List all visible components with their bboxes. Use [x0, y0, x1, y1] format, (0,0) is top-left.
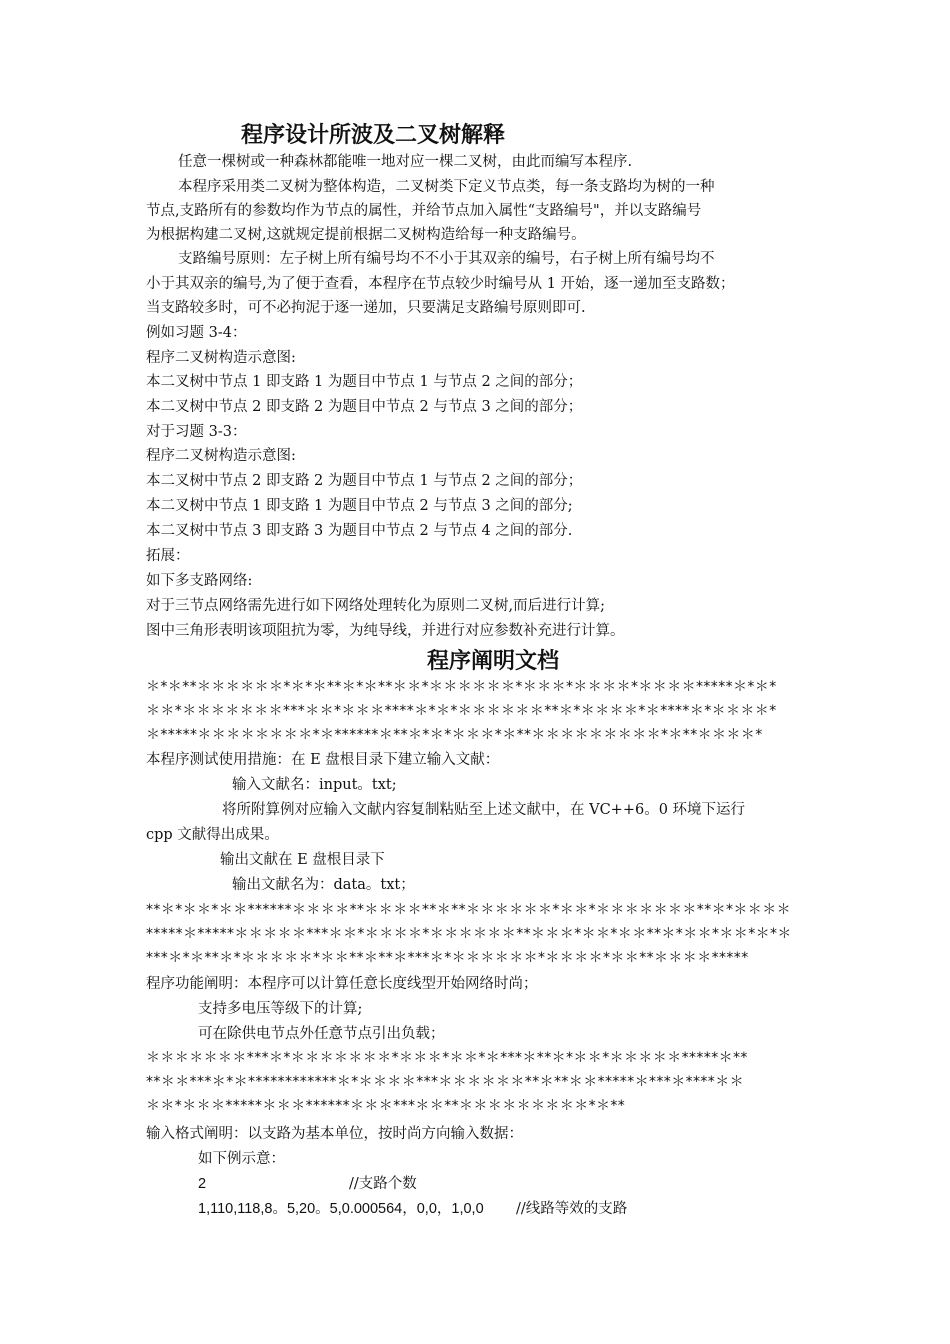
- output-filename-line: 输出文献名为：data。txt；: [232, 877, 415, 893]
- section-title: 程序阐明文档: [427, 648, 560, 674]
- separator-stars: ＊＊*＊＊＊＊＊＊＊***＊＊*＊＊＊****＊*＊*＊＊＊＊＊＊**＊*＊＊＊＊*＊****＊*＊＊＊＊*: [146, 703, 777, 719]
- separator-stars: **＊*＊＊*＊＊******＊＊＊＊**＊＊＊＊**＊**＊＊＊＊＊＊*＊＊*＊＊＊＊＊＊＊**＊*＊＊＊＊: [146, 902, 791, 918]
- paragraph-line: 支路编号原则：左子树上所有编号均不不小于其双亲的编号，右子树上所有编号均不: [178, 251, 715, 267]
- paragraph-line: 本二叉树中节点 1 即支路 1 为题目中节点 1 与节点 2 之间的部分；: [146, 374, 583, 390]
- separator-stars: *****＊*****＊＊＊＊＊***＊＊*＊＊＊＊*＊＊＊＊＊＊**＊＊＊*＊＊*＊＊**＊*＊＊*＊＊*＊*＊: [146, 926, 792, 942]
- input-format-line: 输入格式阐明：以支路为基本单位，按时尚方向输入数据：: [146, 1126, 523, 1142]
- paragraph-line: 节点,支路所有的参数均作为节点的属性，并给节点加入属性“支路编号"，并以支路编号: [146, 203, 702, 219]
- example-label: 如下例示意：: [198, 1151, 285, 1167]
- paragraph-line: 本二叉树中节点 1 即支路 1 为题目中节点 2 与节点 3 之间的部分;: [146, 498, 573, 514]
- paragraph-line: 任意一棵树或一种森林都能唯一地对应一棵二叉树，由此而编写本程序.: [178, 154, 633, 170]
- example-value: 1,110,118,8。5,20。5,0.000564，0,0，1,0,0: [198, 1201, 484, 1217]
- paragraph-line: 当支路较多时，可不必拘泥于逐一递加，只要满足支路编号原则即可.: [146, 300, 586, 316]
- paragraph-line: 程序二叉树构造示意图:: [146, 350, 296, 366]
- paragraph-line: 为根据构建二叉树,这就规定提前根据二叉树构造给每一种支路编号。: [146, 227, 586, 243]
- paragraph-line: 本二叉树中节点 2 即支路 2 为题目中节点 1 与节点 2 之间的部分；: [146, 473, 583, 489]
- section-title: 程序设计所波及二叉树解释: [241, 122, 506, 148]
- separator-stars: ＊＊*＊＊＊*****＊＊＊******＊＊＊***＊＊**＊＊＊＊＊＊＊＊＊*＊**: [146, 1098, 626, 1114]
- separator-stars: **＊＊***＊*＊************＊*＊＊＊＊***＊＊＊＊＊＊**＊**＊＊*****＊***＊****＊＊: [146, 1074, 744, 1090]
- paragraph-line: 对于三节点网络需先进行如下网络处理转化为原则二叉树,而后进行计算;: [146, 598, 605, 614]
- paragraph-line: 如下多支路网络:: [146, 573, 253, 589]
- separator-stars: ＊＊＊＊＊＊＊***＊*＊＊＊＊＊＊＊*＊＊＊*＊＊*＊***＊**＊*＊＊*＊＊＊＊＊*****＊**: [146, 1050, 748, 1066]
- example-comment: //支路个数: [349, 1176, 417, 1192]
- example-value: 2: [198, 1176, 207, 1192]
- paragraph-line: 对于习题 3-3：: [146, 424, 247, 440]
- input-filename-line: 输入文献名：input。txt;: [232, 777, 397, 793]
- separator-stars: ＊*＊**＊＊＊＊＊＊*＊*＊**＊*＊**＊＊*＊＊＊＊＊＊*＊＊＊*＊＊＊＊*＊＊＊＊*****＊*＊*: [146, 679, 777, 695]
- function-desc-line: 可在除供电节点外任意节点引出负载；: [198, 1026, 445, 1042]
- paragraph-line: 例如习题 3-4：: [146, 325, 247, 341]
- paragraph-line: 本二叉树中节点 2 即支路 2 为题目中节点 2 与节点 3 之间的部分；: [146, 399, 583, 415]
- function-desc-line: 支持多电压等级下的计算;: [198, 1001, 363, 1017]
- paragraph-line: 拓展：: [146, 548, 190, 564]
- paragraph-line: 本程序采用类二叉树为整体构造，二叉树类下定义节点类，每一条支路均为树的一种: [178, 179, 715, 195]
- test-usage-line: 本程序测试使用措施：在 E 盘根目录下建立输入文献：: [146, 752, 500, 768]
- paragraph-line: 图中三角形表明该项阻抗为零，为纯导线，并进行对应参数补充进行计算。: [146, 623, 625, 639]
- copy-instruction-line: cpp 文献得出成果。: [146, 827, 279, 843]
- copy-instruction-line: 将所附算例对应输入文献内容复制粘贴至上述文献中，在 VC++6。0 环境下运行: [222, 802, 746, 818]
- example-comment: //线路等效的支路: [516, 1201, 628, 1217]
- separator-stars: ＊*****＊＊＊＊＊＊＊＊*＊******＊**＊*＊*＊＊＊*＊**＊＊＊＊＊＊＊＊＊*＊**＊＊＊＊*: [146, 727, 763, 743]
- paragraph-line: 本二叉树中节点 3 即支路 3 为题目中节点 2 与节点 4 之间的部分.: [146, 523, 573, 539]
- paragraph-line: 程序二叉树构造示意图:: [146, 448, 296, 464]
- output-location-line: 输出文献在 E 盘根目录下: [220, 852, 385, 868]
- paragraph-line: 小于其双亲的编号,为了便于查看，本程序在节点较少时编号从 1 开始，逐一递加至支路数；: [146, 276, 735, 292]
- separator-stars: ***＊*＊**＊*＊＊＊＊＊*＊＊**＊**＊***＊*＊＊＊＊＊＊*＊＊＊＊*＊＊**＊＊＊＊*****: [146, 950, 749, 966]
- function-desc-line: 程序功能阐明：本程序可以计算任意长度线型开始网络时尚；: [146, 976, 538, 992]
